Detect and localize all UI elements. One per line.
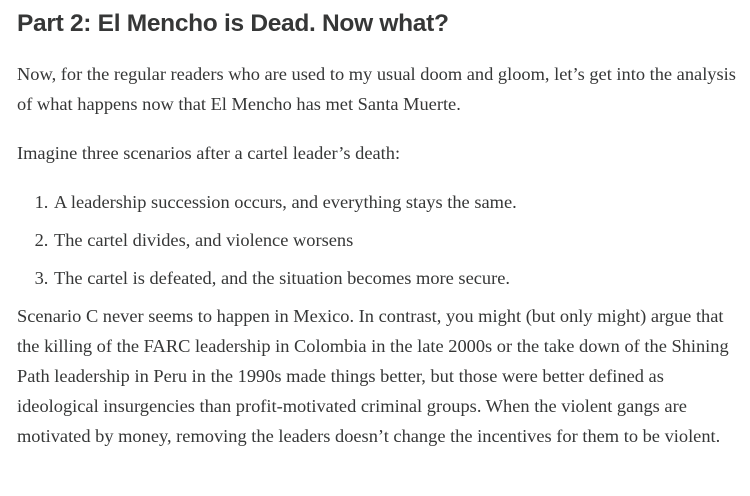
article-body: [17, 59, 750, 451]
article-section: [17, 0, 750, 451]
analysis-paragraph: Scenario C never seems to happen in Mexico. In contrast, you might (but only might) argue that the killing of the FARC leadership in Colombia in the late 2000s or the take down of the Shining Path leadership in Peru in the 1990s made things better, but those were better defined as ideological insurgencies than profit-motivated criminal groups. When the violent gangs are motivated by money, removing the leaders doesn’t change the incentives for them to be violent.: [17, 306, 729, 446]
scenario-list-item: 1. A leadership succession occurs, and everything stays the same.: [53, 187, 750, 217]
scenarios-list: [17, 187, 750, 293]
scenario-list-item: 3. The cartel is defeated, and the situation becomes more secure.: [53, 263, 750, 293]
intro-paragraph: Now, for the regular readers who are used to my usual doom and gloom, let’s get into the analysis of what happens now that El Mencho has met Santa Muerte.: [17, 64, 736, 114]
scenarios-intro-paragraph: Imagine three scenarios after a cartel leader’s death:: [17, 143, 401, 163]
section-heading: Part 2: El Mencho is Dead. Now what?: [17, 10, 449, 37]
scenario-list-item: 2. The cartel divides, and violence worsens: [53, 225, 750, 255]
